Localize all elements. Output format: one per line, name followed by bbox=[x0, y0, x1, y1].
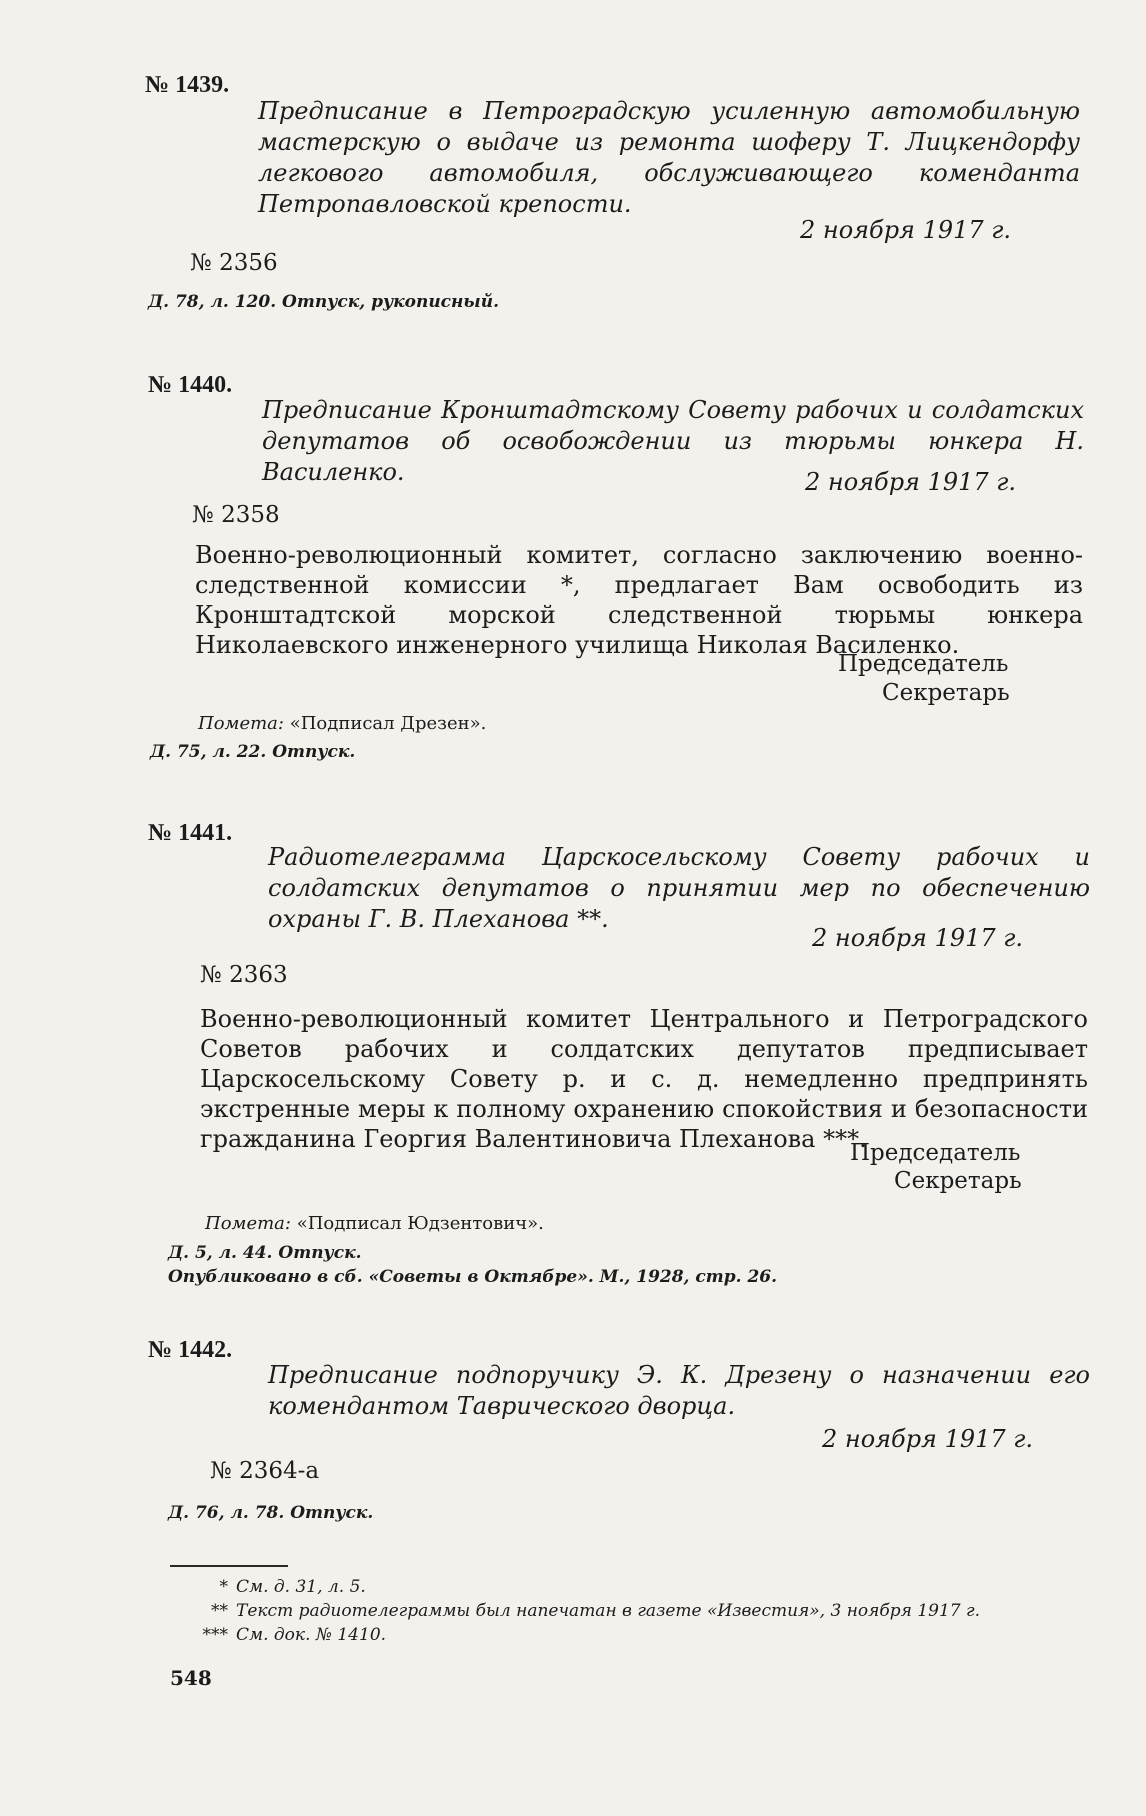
document-date: 2 ноября 1917 г. bbox=[812, 924, 1024, 952]
document-number: № 1439. bbox=[145, 72, 230, 98]
document-registry-number: № 2363 bbox=[200, 962, 288, 988]
document-date: 2 ноября 1917 г. bbox=[822, 1425, 1034, 1453]
document-registry-number: № 2364-а bbox=[210, 1458, 320, 1484]
annotation-text: «Подписал Дрезен». bbox=[289, 713, 487, 734]
signature-secretary: Секретарь bbox=[894, 1168, 1022, 1194]
document-date: 2 ноября 1917 г. bbox=[805, 468, 1017, 496]
archive-source: Д. 78, л. 120. Отпуск, рукописный. bbox=[148, 292, 500, 312]
archive-source: Д. 5, л. 44. Отпуск. bbox=[168, 1243, 362, 1263]
footnote-divider bbox=[170, 1565, 288, 1567]
annotation-label: Помета: bbox=[205, 1213, 291, 1234]
annotation bbox=[205, 1213, 544, 1234]
annotation-text: «Подписал Юдзентович». bbox=[296, 1213, 544, 1234]
footnote-mark: ** bbox=[211, 1601, 228, 1621]
document-title: Радиотелеграмма Царскосельскому Совету рабочих и солдатских депутатов о принятии мер по обеспечению охраны Г. В. Плеханова **. bbox=[268, 843, 1090, 933]
footnote-mark: *** bbox=[202, 1625, 228, 1645]
document-body: Военно-революционный комитет, согласно заключению военно-следственной комиссии *, предлагает Вам освободить из Кронштадтской морской следственной тюрьмы юнкера Николаевского инженерного училища Николая Василенко. bbox=[195, 541, 1083, 659]
page-number: 548 bbox=[170, 1666, 212, 1690]
footnote bbox=[168, 1601, 980, 1621]
annotation-label: Помета: bbox=[198, 713, 284, 734]
document-body: Военно-революционный комитет Центрального и Петроградского Советов рабочих и солдатских депутатов предписывает Царскосельскому Совету р. и с. д. немедленно предпринять экстренные меры к полному охранению спокойствия и безопасности гражданина Георгия Валентиновича Плеханова ***. bbox=[200, 1005, 1088, 1153]
footnote-text: См. док. № 1410. bbox=[236, 1625, 387, 1645]
footnote-text: Текст радиотелеграммы был напечатан в газете «Известия», 3 ноября 1917 г. bbox=[236, 1601, 980, 1621]
document-number: № 1442. bbox=[148, 1337, 233, 1363]
document-title: Предписание Кронштадтскому Совету рабочих и солдатских депутатов об освобождении из тюрьмы юнкера Н. Василенко. bbox=[262, 396, 1084, 486]
signature-secretary: Секретарь bbox=[882, 680, 1010, 706]
footnote-mark: * bbox=[219, 1577, 228, 1597]
signature-chairman: Председатель bbox=[850, 1140, 1021, 1166]
document-number: № 1441. bbox=[148, 820, 233, 846]
archive-source: Д. 75, л. 22. Отпуск. bbox=[150, 742, 356, 762]
archive-source: Д. 76, л. 78. Отпуск. bbox=[168, 1503, 374, 1523]
signature-chairman: Председатель bbox=[838, 651, 1009, 677]
document-title: Предписание в Петроградскую усиленную автомобильную мастерскую о выдаче из ремонта шоферу Т. Лицкендорфу легкового автомобиля, обслуживающего коменданта Петропавловской крепости. bbox=[258, 97, 1080, 218]
document-number: № 1440. bbox=[148, 372, 233, 398]
footnote bbox=[168, 1625, 386, 1645]
footnote-text: См. д. 31, л. 5. bbox=[236, 1577, 366, 1597]
annotation bbox=[198, 713, 486, 734]
document-registry-number: № 2358 bbox=[192, 502, 280, 528]
document-date: 2 ноября 1917 г. bbox=[800, 216, 1012, 244]
footnote bbox=[168, 1577, 366, 1597]
document-registry-number: № 2356 bbox=[190, 250, 278, 276]
document-title: Предписание подпоручику Э. К. Дрезену о назначении его комендантом Таврического дворца. bbox=[268, 1361, 1090, 1420]
publication-reference: Опубликовано в сб. «Советы в Октябре». М., 1928, стр. 26. bbox=[168, 1267, 778, 1287]
